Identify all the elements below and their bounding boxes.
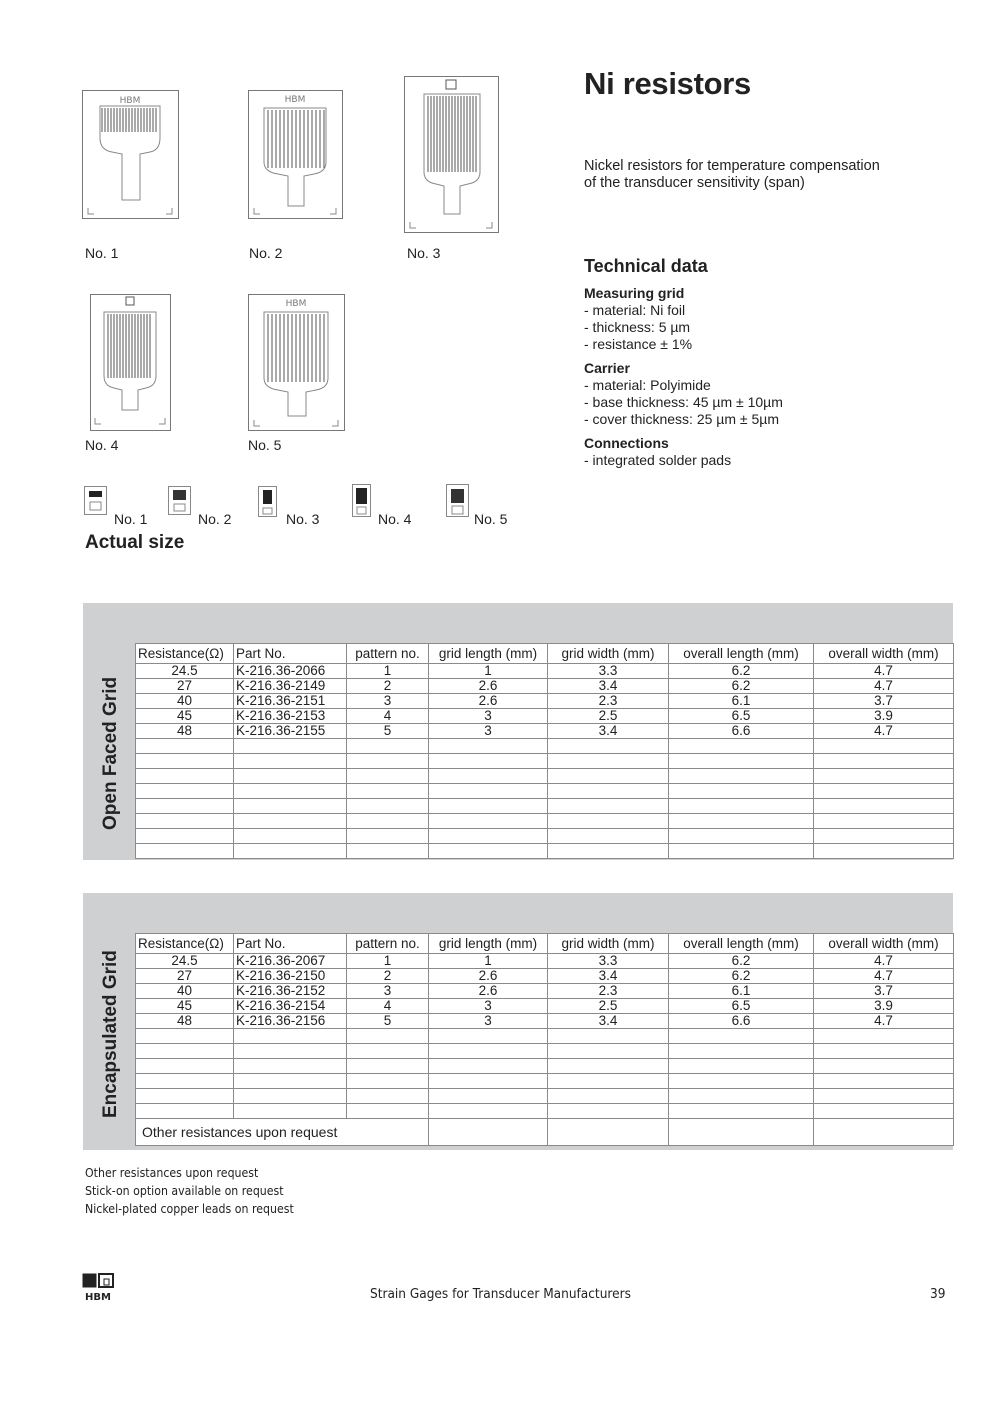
cell: 27 <box>136 679 234 694</box>
actual-size-label-4: No. 4 <box>378 511 412 527</box>
cell: 4.7 <box>814 679 954 694</box>
table-row <box>136 679 954 694</box>
gauge-caption-3: No. 3 <box>407 245 441 261</box>
cell: 3.4 <box>548 969 669 984</box>
cell: 1 <box>347 664 429 679</box>
col-overall-length: overall length (mm) <box>669 644 814 664</box>
gauge-drawing-4 <box>90 294 172 432</box>
table-row-empty <box>136 1059 954 1074</box>
cell: 2.6 <box>429 984 548 999</box>
table-row-empty <box>136 1089 954 1104</box>
cell: 1 <box>429 954 548 969</box>
notes <box>85 1164 294 1218</box>
gauge-caption-1: No. 1 <box>85 245 119 261</box>
table-row-empty <box>136 814 954 829</box>
cell: 6.5 <box>669 709 814 724</box>
cell: 6.1 <box>669 694 814 709</box>
table-row-empty <box>136 1029 954 1044</box>
cell: 27 <box>136 969 234 984</box>
col-grid-length: grid length (mm) <box>429 644 548 664</box>
hbm-logo-text: HBM <box>85 1292 111 1303</box>
cell: K-216.36-2066 <box>234 664 347 679</box>
spec-measuring-grid <box>584 285 692 353</box>
note-line: Other resistances upon request <box>85 1165 259 1180</box>
cell: 2.5 <box>548 709 669 724</box>
table-row <box>136 709 954 724</box>
cell: 3.7 <box>814 984 954 999</box>
encapsulated-label: Encapsulated Grid <box>100 950 121 1118</box>
table-row <box>136 694 954 709</box>
cell: 45 <box>136 709 234 724</box>
open-faced-label: Open Faced Grid <box>100 676 121 830</box>
col-resistance: Resistance(Ω) <box>136 934 234 954</box>
table-row-empty <box>136 1044 954 1059</box>
spec-line: - material: Polyimide <box>584 377 711 393</box>
cell: K-216.36-2156 <box>234 1014 347 1029</box>
col-pattern: pattern no. <box>347 644 429 664</box>
col-resistance: Resistance(Ω) <box>136 644 234 664</box>
cell: 2 <box>347 969 429 984</box>
spec-connections <box>584 435 731 469</box>
cell: K-216.36-2150 <box>234 969 347 984</box>
col-grid-length: grid length (mm) <box>429 934 548 954</box>
spec-line: - integrated solder pads <box>584 452 732 468</box>
spec-line: - resistance ± 1% <box>584 336 693 352</box>
table-row <box>136 999 954 1014</box>
spec-line: - material: Ni foil <box>584 302 686 318</box>
actual-size-label-1: No. 1 <box>114 511 148 527</box>
table-row-empty <box>136 769 954 784</box>
cell: 48 <box>136 724 234 739</box>
table-row <box>136 724 954 739</box>
gauge-drawing-5 <box>248 294 346 432</box>
table-footer-row <box>136 1119 954 1146</box>
intro-line: of the transducer sensitivity (span) <box>584 175 805 191</box>
table-header-row <box>136 644 954 664</box>
cell: 3.9 <box>814 709 954 724</box>
gauge-logo: HBM <box>285 299 307 309</box>
actual-size-label-3: No. 3 <box>286 511 320 527</box>
col-part-no: Part No. <box>234 934 347 954</box>
col-overall-length: overall length (mm) <box>669 934 814 954</box>
actual-size-gauge-2 <box>168 486 192 516</box>
cell: 3 <box>347 694 429 709</box>
table-row-empty <box>136 739 954 754</box>
cell: 6.2 <box>669 969 814 984</box>
cell: 3 <box>429 1014 548 1029</box>
gauge-drawing-2 <box>248 90 344 220</box>
technical-data-heading: Technical data <box>584 256 708 276</box>
cell: 3.3 <box>548 664 669 679</box>
gauge-caption-2: No. 2 <box>249 245 283 261</box>
cell: 3.3 <box>548 954 669 969</box>
cell: K-216.36-2155 <box>234 724 347 739</box>
cell: 1 <box>347 954 429 969</box>
actual-size-gauge-1 <box>84 486 108 516</box>
gauge-logo: HBM <box>119 96 141 106</box>
table-row-empty <box>136 1074 954 1089</box>
actual-size-gauge-4 <box>352 484 372 518</box>
cell: 5 <box>347 724 429 739</box>
cell: 4.7 <box>814 969 954 984</box>
cell: 40 <box>136 984 234 999</box>
cell: K-216.36-2152 <box>234 984 347 999</box>
table-row-empty <box>136 799 954 814</box>
col-overall-width: overall width (mm) <box>814 934 954 954</box>
note-line: Stick-on option available on request <box>85 1183 284 1198</box>
cell: 6.2 <box>669 679 814 694</box>
table-row <box>136 664 954 679</box>
cell: 6.2 <box>669 664 814 679</box>
footer-title: Strain Gages for Transducer Manufacturers <box>370 1286 631 1302</box>
cell: 40 <box>136 694 234 709</box>
table-row-empty <box>136 1104 954 1119</box>
cell: K-216.36-2154 <box>234 999 347 1014</box>
cell: 6.6 <box>669 724 814 739</box>
cell: 2.3 <box>548 694 669 709</box>
gauge-logo: HBM <box>284 95 306 105</box>
actual-size-label-2: No. 2 <box>198 511 232 527</box>
open-faced-table <box>135 643 954 859</box>
cell: 3.4 <box>548 679 669 694</box>
spec-line: - thickness: 5 µm <box>584 319 691 335</box>
cell: 4 <box>347 999 429 1014</box>
gauge-drawing-3 <box>404 76 500 234</box>
encapsulated-table <box>135 933 954 1146</box>
gauge-drawing-1 <box>82 90 180 220</box>
cell: 48 <box>136 1014 234 1029</box>
cell: 2.6 <box>429 679 548 694</box>
table-row <box>136 1014 954 1029</box>
cell: 4.7 <box>814 954 954 969</box>
cell: 2.3 <box>548 984 669 999</box>
cell: 3 <box>429 709 548 724</box>
cell: 2.6 <box>429 969 548 984</box>
cell: 3.4 <box>548 1014 669 1029</box>
cell: 45 <box>136 999 234 1014</box>
cell: 1 <box>429 664 548 679</box>
gauge-caption-5: No. 5 <box>248 437 282 453</box>
table-footer-note: Other resistances upon request <box>136 1119 429 1146</box>
cell: 2.5 <box>548 999 669 1014</box>
table-row-empty <box>136 754 954 769</box>
cell: 6.1 <box>669 984 814 999</box>
cell: 3 <box>429 724 548 739</box>
note-line: Nickel-plated copper leads on request <box>85 1201 294 1216</box>
spec-line: - cover thickness: 25 µm ± 5µm <box>584 411 779 427</box>
intro-line: Nickel resistors for temperature compensation <box>584 158 880 174</box>
actual-size-heading: Actual size <box>85 532 185 553</box>
table-row-empty <box>136 844 954 859</box>
cell: 5 <box>347 1014 429 1029</box>
gauge-caption-4: No. 4 <box>85 437 119 453</box>
spec-carrier <box>584 360 783 428</box>
cell: 24.5 <box>136 954 234 969</box>
col-grid-width: grid width (mm) <box>548 934 669 954</box>
actual-size-gauge-5 <box>446 484 470 518</box>
col-pattern: pattern no. <box>347 934 429 954</box>
cell: 4.7 <box>814 724 954 739</box>
cell: 6.5 <box>669 999 814 1014</box>
actual-size-label-5: No. 5 <box>474 511 508 527</box>
spec-group-title: Connections <box>584 435 669 451</box>
cell: 2 <box>347 679 429 694</box>
spec-group-title: Measuring grid <box>584 285 685 301</box>
cell: K-216.36-2151 <box>234 694 347 709</box>
col-part-no: Part No. <box>234 644 347 664</box>
actual-size-gauge-3 <box>258 486 278 518</box>
cell: 4.7 <box>814 1014 954 1029</box>
hbm-logo <box>82 1273 114 1303</box>
page-title: Ni resistors <box>584 66 751 101</box>
table-row-empty <box>136 784 954 799</box>
table-row <box>136 969 954 984</box>
table-row-empty <box>136 829 954 844</box>
spec-group-title: Carrier <box>584 360 630 376</box>
table-header-row <box>136 934 954 954</box>
cell: K-216.36-2067 <box>234 954 347 969</box>
table-row <box>136 954 954 969</box>
cell: 24.5 <box>136 664 234 679</box>
cell: 3.9 <box>814 999 954 1014</box>
spec-line: - base thickness: 45 µm ± 10µm <box>584 394 783 410</box>
cell: 3 <box>429 999 548 1014</box>
cell: 2.6 <box>429 694 548 709</box>
cell: 4.7 <box>814 664 954 679</box>
cell: 3.4 <box>548 724 669 739</box>
cell: 6.2 <box>669 954 814 969</box>
cell: 3 <box>347 984 429 999</box>
col-overall-width: overall width (mm) <box>814 644 954 664</box>
table-row <box>136 984 954 999</box>
cell: 4 <box>347 709 429 724</box>
cell: K-216.36-2149 <box>234 679 347 694</box>
cell: 3.7 <box>814 694 954 709</box>
intro-text <box>584 158 924 192</box>
cell: K-216.36-2153 <box>234 709 347 724</box>
cell: 6.6 <box>669 1014 814 1029</box>
page-number: 39 <box>930 1286 946 1302</box>
col-grid-width: grid width (mm) <box>548 644 669 664</box>
